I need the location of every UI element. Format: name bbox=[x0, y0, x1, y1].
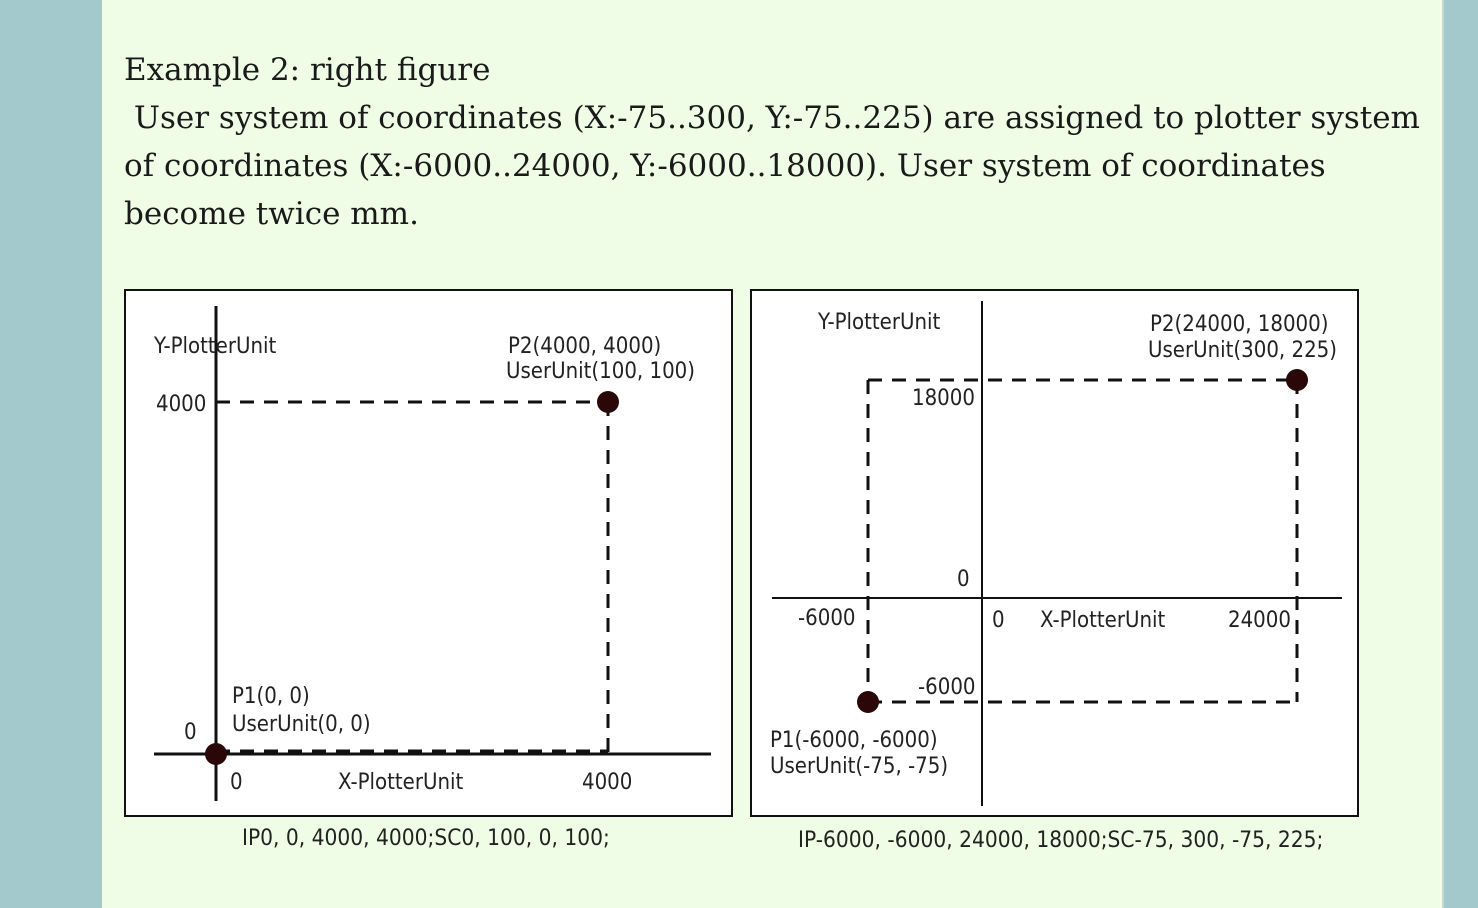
left-p2-label: P2(4000, 4000) bbox=[508, 334, 662, 359]
right-point-p1 bbox=[857, 691, 879, 713]
left-figure bbox=[124, 289, 733, 817]
right-x-axis-label: X-PlotterUnit bbox=[1040, 608, 1166, 633]
right-p1-userunit: UserUnit(-75, -75) bbox=[770, 754, 949, 779]
left-point-p2 bbox=[597, 391, 619, 413]
right-y-tick-18000: 18000 bbox=[912, 386, 975, 411]
right-x-tick-24000: 24000 bbox=[1228, 608, 1291, 633]
left-p1-userunit: UserUnit(0, 0) bbox=[232, 712, 371, 737]
right-y-tick-neg6000: -6000 bbox=[918, 675, 976, 700]
left-point-p1 bbox=[205, 743, 227, 765]
right-y-axis-label: Y-PlotterUnit bbox=[818, 310, 941, 335]
right-y-tick-0: 0 bbox=[957, 567, 970, 592]
left-sidebar bbox=[0, 0, 102, 908]
left-x-tick-0: 0 bbox=[230, 770, 243, 795]
left-x-tick-4000: 4000 bbox=[582, 770, 633, 795]
right-x-tick-neg6000: -6000 bbox=[798, 606, 856, 631]
right-x-tick-0: 0 bbox=[992, 608, 1005, 633]
description-text bbox=[124, 46, 1430, 238]
content-area bbox=[102, 0, 1444, 908]
right-figure-caption: IP-6000, -6000, 24000, 18000;SC-75, 300, -75, 225; bbox=[798, 828, 1324, 853]
left-x-axis-label: X-PlotterUnit bbox=[338, 770, 464, 795]
right-p1-label: P1(-6000, -6000) bbox=[770, 728, 938, 753]
left-figure-diagram bbox=[126, 291, 731, 815]
right-figure bbox=[750, 289, 1359, 817]
left-y-tick-4000: 4000 bbox=[156, 392, 207, 417]
left-y-axis-label: Y-PlotterUnit bbox=[154, 334, 277, 359]
example-heading: Example 2: right figure bbox=[124, 52, 491, 88]
right-p2-userunit: UserUnit(300, 225) bbox=[1148, 338, 1337, 363]
right-figure-diagram bbox=[752, 291, 1357, 815]
left-p2-userunit: UserUnit(100, 100) bbox=[506, 359, 695, 384]
left-p1-label: P1(0, 0) bbox=[232, 684, 310, 709]
right-point-p2 bbox=[1286, 369, 1308, 391]
left-figure-caption: IP0, 0, 4000, 4000;SC0, 100, 0, 100; bbox=[242, 826, 610, 851]
left-y-tick-0: 0 bbox=[184, 720, 197, 745]
example-paragraph: User system of coordinates (X:-75..300, Y:-75..225) are assigned to plotter system of coordinates (X:-6000..24000, Y:-6000..18000). User system of coordinates become twice mm. bbox=[124, 100, 1430, 232]
right-p2-label: P2(24000, 18000) bbox=[1150, 312, 1329, 337]
